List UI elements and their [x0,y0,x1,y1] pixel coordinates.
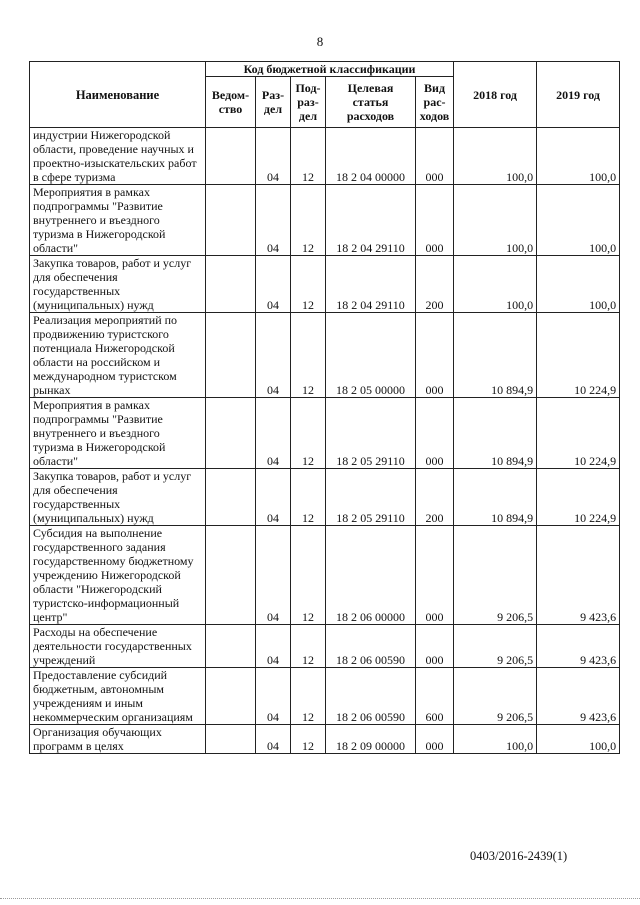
row-vr: 000 [416,725,454,754]
row-vr: 200 [416,469,454,526]
row-razdel: 04 [256,128,291,185]
row-razdel: 04 [256,625,291,668]
row-csr: 18 2 05 00000 [326,313,416,398]
row-vedom [206,256,256,313]
row-name: Организация обучающих программ в целях [30,725,206,754]
row-2018: 100,0 [454,185,537,256]
row-name: Субсидия на выполнение государственного задания государственному бюджетному учреждению Нижегородской области "Нижегородский туристско-информационный центр" [30,526,206,625]
row-vr: 000 [416,398,454,469]
row-podrazdel: 12 [291,625,326,668]
row-2019: 10 224,9 [537,398,620,469]
table-row [30,526,620,625]
table-row [30,313,620,398]
row-vedom [206,668,256,725]
row-csr: 18 2 04 00000 [326,128,416,185]
row-2019: 9 423,6 [537,526,620,625]
row-csr: 18 2 05 29110 [326,398,416,469]
row-razdel: 04 [256,668,291,725]
row-2018: 9 206,5 [454,625,537,668]
table-row [30,668,620,725]
row-2019: 9 423,6 [537,625,620,668]
row-2019: 10 224,9 [537,469,620,526]
row-csr: 18 2 04 29110 [326,185,416,256]
row-razdel: 04 [256,469,291,526]
row-vr: 000 [416,526,454,625]
row-podrazdel: 12 [291,469,326,526]
row-csr: 18 2 09 00000 [326,725,416,754]
row-2018: 100,0 [454,725,537,754]
row-2018: 10 894,9 [454,398,537,469]
row-2019: 100,0 [537,725,620,754]
page-number: 8 [316,34,324,49]
row-name: Предоставление субсидий бюджетным, автономным учреждениям и иным некоммерческим организациям [30,668,206,725]
row-vedom [206,185,256,256]
header-podrazdel: Под-раз-дел [291,77,326,128]
header-code-group: Код бюджетной классификации [206,62,454,77]
row-name: Мероприятия в рамках подпрограммы "Развитие внутреннего и въездного туризма в Нижегородской области" [30,185,206,256]
row-razdel: 04 [256,725,291,754]
row-2018: 100,0 [454,256,537,313]
row-csr: 18 2 06 00590 [326,668,416,725]
row-2018: 10 894,9 [454,469,537,526]
header-2019: 2019 год [537,62,620,128]
row-2018: 10 894,9 [454,313,537,398]
row-podrazdel: 12 [291,313,326,398]
row-razdel: 04 [256,313,291,398]
row-vedom [206,625,256,668]
row-podrazdel: 12 [291,725,326,754]
table-row [30,469,620,526]
table-row [30,725,620,754]
table-row [30,185,620,256]
header-razdel: Раз-дел [256,77,291,128]
table-row [30,398,620,469]
row-2019: 100,0 [537,128,620,185]
row-name: Мероприятия в рамках подпрограммы "Развитие внутреннего и въездного туризма в Нижегородской области" [30,398,206,469]
row-2019: 100,0 [537,256,620,313]
header-csr: Целевая статья расходов [326,77,416,128]
row-2018: 100,0 [454,128,537,185]
row-csr: 18 2 05 29110 [326,469,416,526]
row-2019: 100,0 [537,185,620,256]
budget-table [29,61,620,754]
row-vedom [206,526,256,625]
row-vedom [206,725,256,754]
table-row [30,128,620,185]
row-vedom [206,313,256,398]
row-2019: 10 224,9 [537,313,620,398]
row-name: Закупка товаров, работ и услуг для обеспечения государственных (муниципальных) нужд [30,256,206,313]
row-razdel: 04 [256,526,291,625]
row-podrazdel: 12 [291,668,326,725]
row-2018: 9 206,5 [454,526,537,625]
row-name: индустрии Нижегородской области, проведение научных и проектно-изыскательских работ в сфере туризма [30,128,206,185]
table-header [30,62,620,128]
table-row [30,256,620,313]
row-name: Закупка товаров, работ и услуг для обеспечения государственных (муниципальных) нужд [30,469,206,526]
header-2018: 2018 год [454,62,537,128]
row-razdel: 04 [256,256,291,313]
row-podrazdel: 12 [291,398,326,469]
row-razdel: 04 [256,398,291,469]
header-vr: Вид рас-ходов [416,77,454,128]
header-name: Наименование [30,62,206,128]
row-podrazdel: 12 [291,185,326,256]
table-body [30,128,620,754]
row-csr: 18 2 06 00590 [326,625,416,668]
row-vr: 000 [416,128,454,185]
row-razdel: 04 [256,185,291,256]
row-csr: 18 2 04 29110 [326,256,416,313]
row-name: Реализация мероприятий по продвижению туристского потенциала Нижегородской области на российском и международном туристском рынках [30,313,206,398]
row-vedom [206,398,256,469]
row-name: Расходы на обеспечение деятельности государственных учреждений [30,625,206,668]
document-code: 0403/2016-2439(1) [470,849,568,863]
scan-edge-divider [0,898,640,900]
table-row [30,625,620,668]
row-podrazdel: 12 [291,526,326,625]
row-csr: 18 2 06 00000 [326,526,416,625]
row-vedom [206,128,256,185]
row-vr: 000 [416,625,454,668]
row-2018: 9 206,5 [454,668,537,725]
row-vedom [206,469,256,526]
row-vr: 600 [416,668,454,725]
header-vedom: Ведом-ство [206,77,256,128]
row-2019: 9 423,6 [537,668,620,725]
row-vr: 200 [416,256,454,313]
row-vr: 000 [416,185,454,256]
row-vr: 000 [416,313,454,398]
row-podrazdel: 12 [291,256,326,313]
row-podrazdel: 12 [291,128,326,185]
